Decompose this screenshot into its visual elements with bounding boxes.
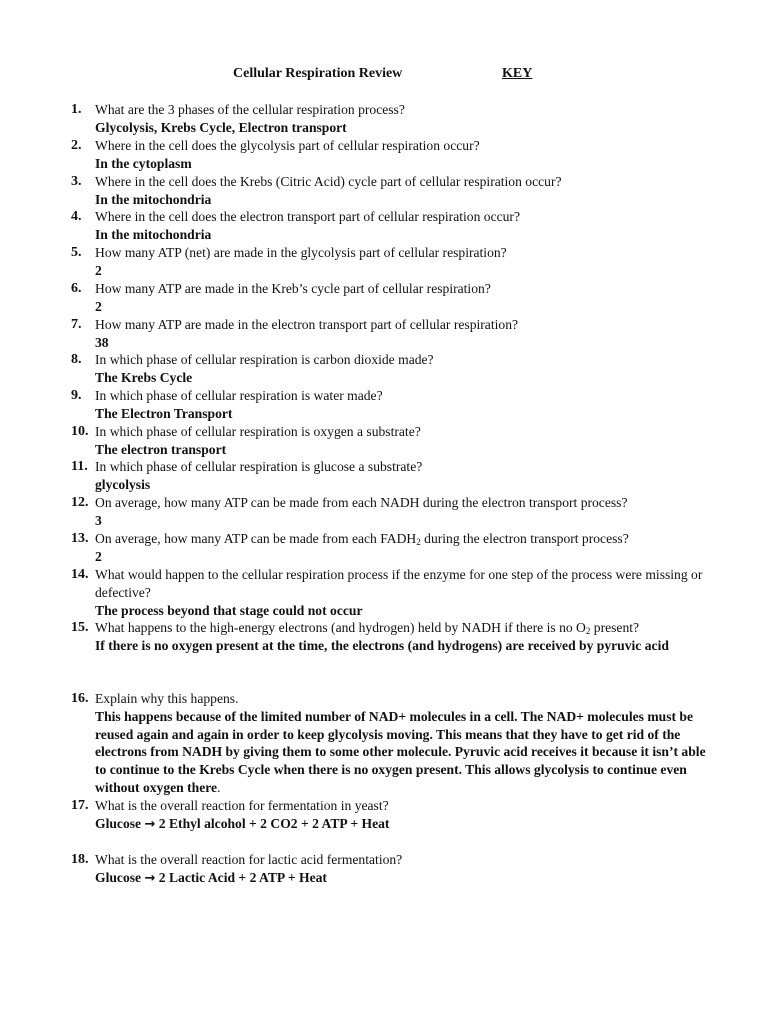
- question-number: 9.: [71, 388, 82, 403]
- answer-text: In the cytoplasm: [95, 155, 192, 171]
- answer-text-part: 2 Lactic Acid + 2 ATP + Heat: [155, 869, 327, 885]
- question-item: [71, 690, 711, 797]
- answer-text: The electron transport: [95, 441, 227, 457]
- question-text: How many ATP (net) are made in the glycolysis part of cellular respiration?: [95, 245, 507, 260]
- question-number: 3.: [71, 174, 82, 189]
- answer-text: The Electron Transport: [95, 405, 233, 421]
- question-text: What are the 3 phases of the cellular respiration process?: [95, 102, 405, 117]
- question-number: 4.: [71, 209, 82, 224]
- question-number: 8.: [71, 352, 82, 367]
- question-item: [71, 351, 711, 387]
- question-text: How many ATP are made in the Kreb’s cycle part of cellular respiration?: [95, 281, 491, 296]
- answer-text: 3: [95, 512, 102, 528]
- question-text: In which phase of cellular respiration is oxygen a substrate?: [95, 424, 421, 439]
- answer-text-part: This happens because of the limited number of NAD+ molecules in a cell. The NAD+ molecules must be reused again and again in order to keep glycolysis moving. This means that they have to get rid of the electrons from NADH by giving them to some other molecule. Pyruvic acid receives it because it isn’t able to continue to the Krebs Cycle when there is no oxygen present. This allows glycolysis to continue even without oxygen there: [95, 708, 706, 795]
- question-text: What is the overall reaction for lactic acid fermentation?: [95, 852, 403, 867]
- answer-text: 2: [95, 298, 102, 314]
- answer-text-part: Glucose: [95, 815, 145, 831]
- answer-text: In the mitochondria: [95, 191, 212, 207]
- question-item: [71, 851, 711, 888]
- question-item: [71, 494, 711, 530]
- question-item: [71, 280, 711, 316]
- answer-text-part: Glucose: [95, 869, 145, 885]
- answer-text: [95, 708, 711, 797]
- question-text: [95, 619, 711, 637]
- question-text: Where in the cell does the electron transport part of cellular respiration occur?: [95, 209, 520, 224]
- question-number: 17.: [71, 798, 89, 813]
- document-title: Cellular Respiration Review: [233, 66, 403, 81]
- subscript: 2: [416, 537, 421, 547]
- answer-key-label: KEY: [502, 66, 533, 81]
- question-text: What is the overall reaction for fermentation in yeast?: [95, 798, 389, 813]
- question-text: Where in the cell does the Krebs (Citric Acid) cycle part of cellular respiration occur?: [95, 174, 562, 189]
- question-item: [71, 619, 711, 655]
- question-number: 12.: [71, 495, 89, 510]
- question-item: [71, 173, 711, 209]
- answer-text: Glycolysis, Krebs Cycle, Electron transport: [95, 119, 347, 135]
- arrow-icon: →: [144, 870, 156, 886]
- question-item: [71, 316, 711, 352]
- question-text: [95, 530, 711, 548]
- document-header: [0, 66, 768, 86]
- question-item: [71, 137, 711, 173]
- question-item: [71, 101, 711, 137]
- question-text: How many ATP are made in the electron transport part of cellular respiration?: [95, 317, 519, 332]
- question-text-part: during the electron transport process?: [420, 531, 629, 546]
- answer-text: [95, 869, 711, 888]
- subscript: 2: [585, 626, 591, 636]
- question-item: [71, 566, 711, 619]
- question-number: 2.: [71, 138, 82, 153]
- question-number: 13.: [71, 531, 89, 546]
- question-number: 10.: [71, 424, 89, 439]
- question-item: [71, 423, 711, 459]
- question-text-part: On average, how many ATP can be made from each FADH: [95, 531, 417, 546]
- question-number: 1.: [71, 102, 82, 117]
- question-number: 5.: [71, 245, 82, 260]
- question-text-part: present?: [590, 620, 640, 635]
- question-number: 16.: [71, 691, 89, 706]
- question-text: Where in the cell does the glycolysis part of cellular respiration occur?: [95, 138, 480, 153]
- answer-text: The process beyond that stage could not occur: [95, 602, 363, 618]
- question-number: 7.: [71, 317, 82, 332]
- question-number: 6.: [71, 281, 82, 296]
- answer-text-part: 2 Ethyl alcohol + 2 CO2 + 2 ATP + Heat: [155, 815, 390, 831]
- answer-text: [95, 815, 711, 834]
- answer-text: In the mitochondria: [95, 226, 212, 242]
- question-item: [71, 530, 711, 566]
- question-text: Explain why this happens.: [95, 691, 239, 706]
- answer-text: The Krebs Cycle: [95, 369, 193, 385]
- question-number: 14.: [71, 567, 89, 582]
- answer-text: 2: [95, 548, 102, 564]
- question-item: [71, 244, 711, 280]
- question-item: [71, 387, 711, 423]
- arrow-icon: →: [144, 816, 156, 832]
- answer-text: 38: [95, 334, 109, 350]
- question-number: 15.: [71, 620, 89, 635]
- question-item: [71, 458, 711, 494]
- question-text: In which phase of cellular respiration is carbon dioxide made?: [95, 352, 434, 367]
- question-item: [71, 797, 711, 834]
- answer-text: glycolysis: [95, 476, 151, 492]
- question-text: In which phase of cellular respiration is water made?: [95, 388, 383, 403]
- question-text: What would happen to the cellular respiration process if the enzyme for one step of the process were missing or defective?: [95, 567, 703, 600]
- question-number: 18.: [71, 852, 89, 867]
- question-text-part: What happens to the high-energy electrons (and hydrogen) held by NADH if there is no O: [95, 620, 586, 635]
- question-number: 11.: [71, 459, 88, 474]
- question-text: In which phase of cellular respiration is glucose a substrate?: [95, 459, 423, 474]
- answer-text-tail: .: [217, 779, 221, 795]
- answer-text: If there is no oxygen present at the time, the electrons (and hydrogens) are received by pyruvic acid: [95, 637, 669, 653]
- question-text: On average, how many ATP can be made from each NADH during the electron transport process?: [95, 495, 628, 510]
- answer-text: 2: [95, 262, 102, 278]
- question-item: [71, 208, 711, 244]
